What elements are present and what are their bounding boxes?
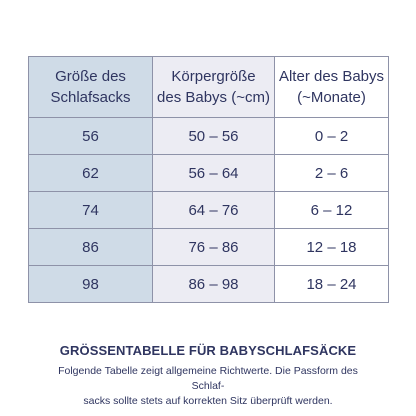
header-line: Größe des — [55, 68, 126, 85]
caption-title: GRÖSSENTABELLE FÜR BABYSCHLAFSÄCKE — [59, 343, 357, 358]
cell-height: 50 – 56 — [153, 118, 275, 155]
cell-size: 56 — [29, 118, 153, 155]
caption-text — [58, 364, 358, 409]
cell-size: 86 — [29, 229, 153, 266]
header-line: Körpergröße — [171, 68, 256, 85]
caption-line: Folgende Tabelle zeigt allgemeine Richtwerte. Die Passform des Schlaf- — [58, 365, 358, 392]
cell-age: 6 – 12 — [275, 192, 389, 229]
cell-height: 64 – 76 — [153, 192, 275, 229]
table-header-row — [29, 57, 389, 118]
header-line: Alter des Babys — [278, 68, 385, 85]
header-baby-age — [275, 57, 389, 118]
cell-height: 76 – 86 — [153, 229, 275, 266]
cell-age: 12 – 18 — [275, 229, 389, 266]
cell-size: 62 — [29, 155, 153, 192]
cell-size: 98 — [29, 266, 153, 303]
caption — [0, 343, 416, 409]
header-line: (~Monate) — [297, 89, 366, 106]
size-table — [28, 56, 389, 303]
cell-age: 0 – 2 — [275, 118, 389, 155]
table-row — [29, 229, 389, 266]
table-row — [29, 155, 389, 192]
cell-age: 2 – 6 — [275, 155, 389, 192]
cell-age: 18 – 24 — [275, 266, 389, 303]
table-row — [29, 118, 389, 155]
caption-line: sacks sollte stets auf korrekten Sitz überprüft werden. — [83, 395, 333, 407]
table-row — [29, 192, 389, 229]
header-line: des Babys (~cm) — [157, 89, 270, 106]
cell-size: 74 — [29, 192, 153, 229]
table-row — [29, 266, 389, 303]
header-line: Schlafsacks — [50, 89, 131, 106]
cell-height: 56 – 64 — [153, 155, 275, 192]
header-sleeping-bag-size — [29, 57, 153, 118]
header-baby-height — [153, 57, 275, 118]
cell-height: 86 – 98 — [153, 266, 275, 303]
